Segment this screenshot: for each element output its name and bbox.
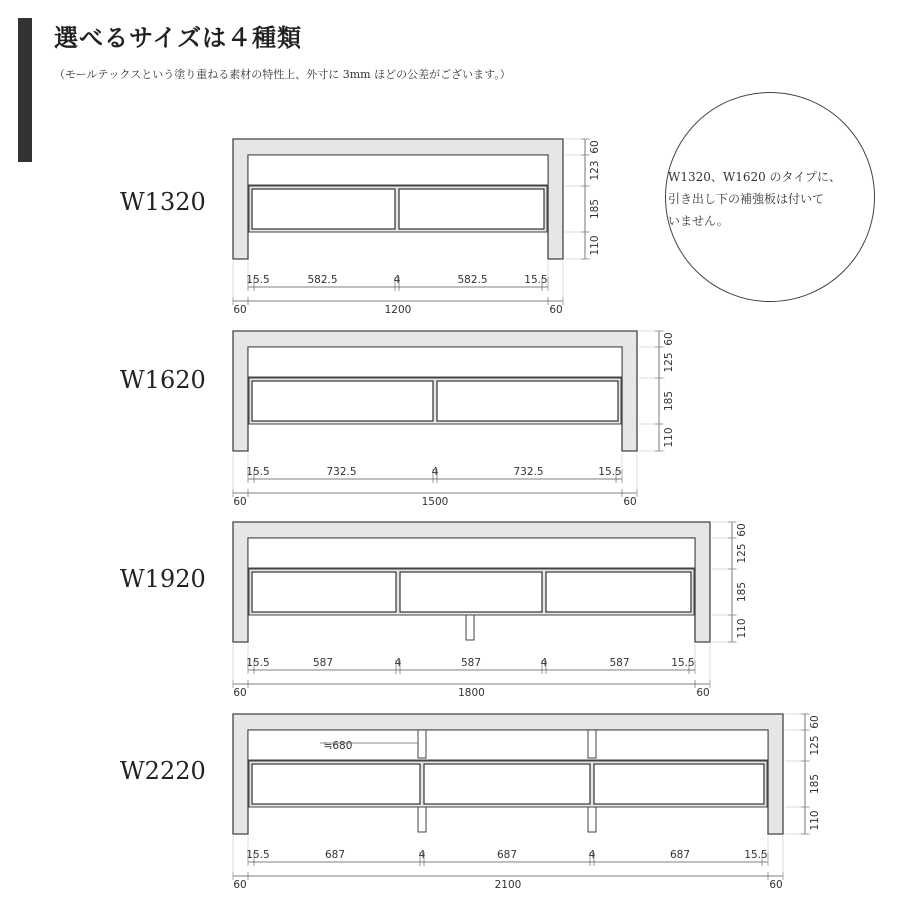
width-dim-label: 4: [394, 657, 402, 669]
width-dim-label: 687: [669, 849, 691, 861]
upper-partition: [418, 730, 426, 758]
leg-width-label: 60: [233, 687, 247, 699]
support-leg: [418, 807, 426, 832]
width-dim-label: 15.5: [246, 274, 270, 286]
height-dim-label: 60: [809, 715, 821, 729]
width-dim-label: 687: [496, 849, 518, 861]
note-line: いません。: [668, 214, 729, 228]
width-dim-label: 582.5: [307, 274, 338, 286]
width-dim-label: 4: [431, 466, 439, 478]
width-dim-label: 15.5: [598, 466, 622, 478]
leg-width-label: 60: [549, 304, 563, 316]
width-dim-label: 15.5: [671, 657, 695, 669]
note-line: W1320、W1620 のタイプに、: [668, 170, 841, 184]
height-dim-label: 110: [736, 618, 748, 639]
leg-width-label: 60: [623, 496, 637, 508]
support-leg: [588, 807, 596, 832]
drawer-front: [399, 189, 544, 229]
drawer-front: [252, 764, 420, 804]
model-label-w1620: W1620: [120, 366, 206, 394]
upper-partition: [588, 730, 596, 758]
height-dim-label: 60: [663, 332, 675, 346]
inner-width-label: 1800: [458, 687, 485, 699]
page-title: 選べるサイズは４種類: [54, 23, 303, 52]
leg-width-label: 60: [696, 687, 710, 699]
upper-shelf: [248, 538, 695, 568]
width-dim-label: 732.5: [513, 466, 544, 478]
drawer-front: [252, 572, 396, 612]
width-dim-label: 587: [460, 657, 482, 669]
note-line: 引き出し下の補強板は付いて: [668, 192, 825, 206]
width-dim-label: 587: [312, 657, 334, 669]
drawer-front: [546, 572, 691, 612]
width-dim-label: 4: [393, 274, 401, 286]
height-dim-label: 125: [663, 352, 675, 373]
width-dim-label: 4: [418, 849, 426, 861]
leg-width-label: 60: [233, 879, 247, 891]
height-dim-label: 185: [736, 581, 748, 603]
inner-width-label: 1200: [384, 304, 412, 316]
drawer-front: [400, 572, 542, 612]
height-dim-label: 123: [589, 160, 601, 181]
drawer-front: [424, 764, 590, 804]
width-dim-label: 15.5: [246, 657, 270, 669]
model-label-w1920: W1920: [120, 565, 206, 593]
width-dim-label: 15.5: [744, 849, 768, 861]
width-dim-label: 732.5: [326, 466, 357, 478]
height-dim-label: 110: [809, 810, 821, 831]
drawer-front: [252, 189, 395, 229]
drawer-front: [437, 381, 618, 421]
height-dim-label: 125: [736, 543, 748, 564]
drawer-front: [594, 764, 764, 804]
width-dim-label: 15.5: [524, 274, 548, 286]
tolerance-note: （モールテックスという塗り重ねる素材の特性上、外寸に 3mm ほどの公差がございます。）: [54, 68, 511, 81]
width-dim-label: 15.5: [246, 466, 270, 478]
width-dim-label: 15.5: [246, 849, 270, 861]
drawer-front: [252, 381, 433, 421]
height-dim-label: 110: [589, 235, 601, 256]
upper-shelf: [248, 347, 622, 377]
leg-width-label: 60: [233, 496, 247, 508]
leg-width-label: 60: [233, 304, 247, 316]
support-leg: [466, 615, 474, 640]
upper-shelf: [248, 155, 548, 185]
callout-label: ≒680: [323, 740, 353, 752]
model-label-w1320: W1320: [120, 188, 206, 216]
width-dim-label: 4: [540, 657, 548, 669]
height-dim-label: 185: [809, 773, 821, 795]
height-dim-label: 185: [589, 198, 601, 220]
width-dim-label: 687: [324, 849, 346, 861]
height-dim-label: 110: [663, 427, 675, 448]
width-dim-label: 587: [609, 657, 630, 669]
height-dim-label: 60: [736, 523, 748, 537]
leg-width-label: 60: [769, 879, 783, 891]
width-dim-label: 582.5: [457, 274, 488, 286]
height-dim-label: 185: [663, 390, 675, 412]
height-dim-label: 125: [809, 735, 821, 756]
width-dim-label: 4: [588, 849, 596, 861]
model-label-w2220: W2220: [120, 757, 206, 785]
height-dim-label: 60: [589, 140, 601, 154]
inner-width-label: 1500: [421, 496, 449, 508]
inner-width-label: 2100: [494, 879, 522, 891]
